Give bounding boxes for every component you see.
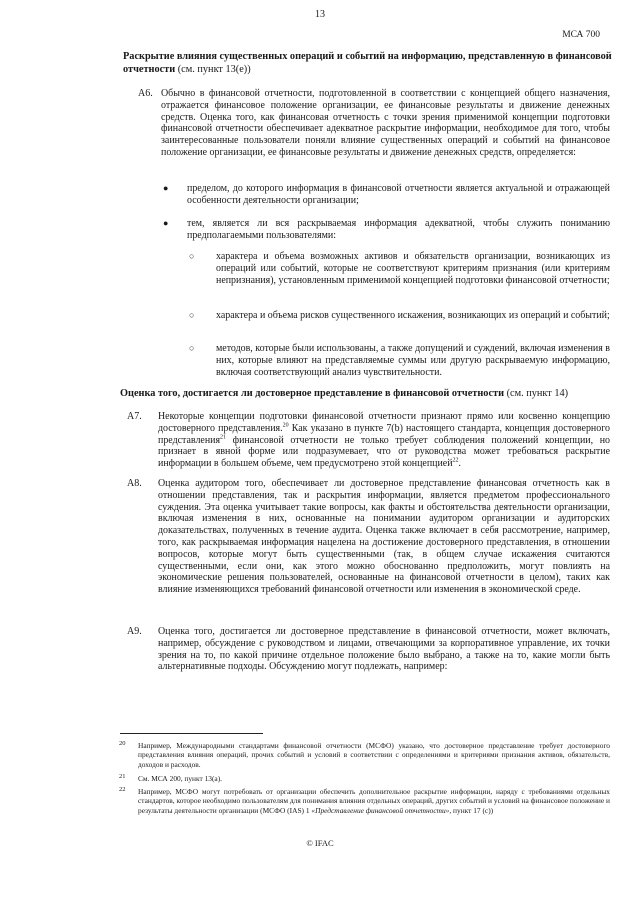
copyright: © IFAC xyxy=(306,838,334,848)
footnote-text xyxy=(138,787,610,815)
sub-bullet-icon: ○ xyxy=(189,251,195,261)
heading-text: Оценка того, достигается ли достоверное представление в финансовой отчетности xyxy=(120,388,505,399)
paragraph-number: А8. xyxy=(127,478,142,489)
paragraph-number: А9. xyxy=(127,626,142,637)
sub-bullet-icon: ○ xyxy=(189,310,195,320)
footnote-divider xyxy=(120,733,263,734)
paragraph-a8: Оценка аудитором того, обеспечивает ли достоверное представление финансовая отчетность как в отношении представления, так и раскрытия информации, является предметом профессионального суждения. Эта оценка учитывает такие вопросы, как факты и обстоятельства деятельности организации, включая изменения в них, основанные на понимании аудитором организации и аудиторских доказательствах, полученных в течение аудита. Оценка также включает в себя рассмотрение, например, того, как раскрываемая информация нацелена на достижение достоверного представления, в отношении вопросов, которые могут быть существенными (так, в общем случае искажения считаются существенными, если они, как этого можно обоснованно предположить, могут повлиять на экономические решения пользователей, основанные на финансовой отчетности в целом), таких как влияние изменяющихся требований финансовой отчетности или изменения в экономической среде. xyxy=(158,478,610,596)
section-heading-fair-presentation xyxy=(120,388,610,401)
paragraph-a6: Обычно в финансовой отчетности, подготовленной в соответствии с концепцией общего назначения, отражается финансовое положение организации, ее финансовые результаты и движение денежных средств. Оценка того, как финансовая отчетность с точки зрения применимой концепции подготовки финансовой отчетности обеспечивает адекватное раскрытие информации, необходимое для того, чтобы заинтересованные пользователи поняли влияние существенных операций и событий на финансовое положение организации, ее финансовые результаты и движение денежных средств, определяется: xyxy=(161,88,610,158)
page-number: 13 xyxy=(315,9,325,20)
footnote-number: 21 xyxy=(119,773,126,780)
paragraph-a7 xyxy=(158,411,610,470)
sub-bullet-icon: ○ xyxy=(189,343,195,353)
heading-ref: (см. пункт 14) xyxy=(504,388,569,399)
bullet-item: пределом, до которого информация в финансовой отчетности является актуальной и отражающей особенности деятельности организации; xyxy=(187,183,610,206)
footnote-number: 22 xyxy=(119,786,126,793)
footnote-text: Например, Международными стандартами финансовой отчетности (МСФО) указано, что достоверное представление требует достоверного представления влияния операций, прочих событий и условий в соответствии с определениями и критериями признания активов, обязательств, доходов и расходов. xyxy=(138,741,610,769)
footnote-text: См. МСА 200, пункт 13(а). xyxy=(138,774,223,783)
text-run: , пункт 17 (с)) xyxy=(449,805,494,815)
heading-text: Раскрытие влияния существенных операций и событий на информацию, представленную в финансовой отчетности xyxy=(123,51,612,75)
footnote-ref: 21 xyxy=(220,434,227,441)
paragraph-number: А7. xyxy=(127,411,142,422)
standard-code: МСА 700 xyxy=(562,30,600,40)
sub-item: характера и объема рисков существенного искажения, возникающих из операций и событий; xyxy=(216,310,610,321)
footnote-number: 20 xyxy=(119,740,126,747)
text-run: Например, МСФО могут потребовать от организации обеспечить дополнительное раскрытие информации, наряду с требованиями отдельных стандартов, которое необходимо пользователям для понимания влияния отдельных операций, других событий и условий на финансовое положение и результаты деятельности организации (МСФО (IAS) 1 xyxy=(138,787,610,815)
bullet-item: тем, является ли вся раскрываемая информация адекватной, чтобы служить пониманию предполагаемыми пользователями: xyxy=(187,218,610,241)
section-heading-disclosure xyxy=(123,51,613,76)
bullet-icon: ● xyxy=(163,218,169,228)
text-run: финансовой отчетности не только требует соблюдения положений концепции, но признает в явной форме или подразумевает, что от руководства может требоваться раскрытие информации в большем объеме, чем предусмотрено этой концепцией xyxy=(158,434,610,470)
footnote-ref: 22 xyxy=(452,457,459,464)
bullet-icon: ● xyxy=(163,183,169,193)
paragraph-a9: Оценка того, достигается ли достоверное представление в финансовой отчетности, может включать, например, обсуждение с руководством и лицами, отвечающими за корпоративное управление, их точки зрения на то, по какой причине отдельное положение было выбрано, а также на то, какие могли быть альтернативные подходы. Обсуждению могут подлежать, например: xyxy=(158,626,610,673)
footnote-ref: 20 xyxy=(282,422,289,429)
text-run: . xyxy=(458,458,462,470)
paragraph-number: А6. xyxy=(138,88,153,99)
document-title: «Представление финансовой отчетности» xyxy=(311,805,450,815)
sub-item: методов, которые были использованы, а также допущений и суждений, включая изменения в них, которые влияют на представляемые суммы или другую раскрываемую информацию, включая соответствующий анализ чувствительности. xyxy=(216,343,610,378)
sub-item: характера и объема возможных активов и обязательств организации, возникающих из операций или событий, которые не соответствуют критериям признания (или критериям непризнания), установленным применимой концепцией подготовки финансовой отчетности; xyxy=(216,251,610,286)
text-run: Как указано в пункте 7(b) настоящего стандарта, концепция достоверного представления xyxy=(158,422,610,446)
text-run: Некоторые концепции подготовки финансовой отчетности признают прямо или косвенно концепцию достоверного представления. xyxy=(158,411,610,434)
heading-ref: (см. пункт 13(е)) xyxy=(175,63,251,75)
